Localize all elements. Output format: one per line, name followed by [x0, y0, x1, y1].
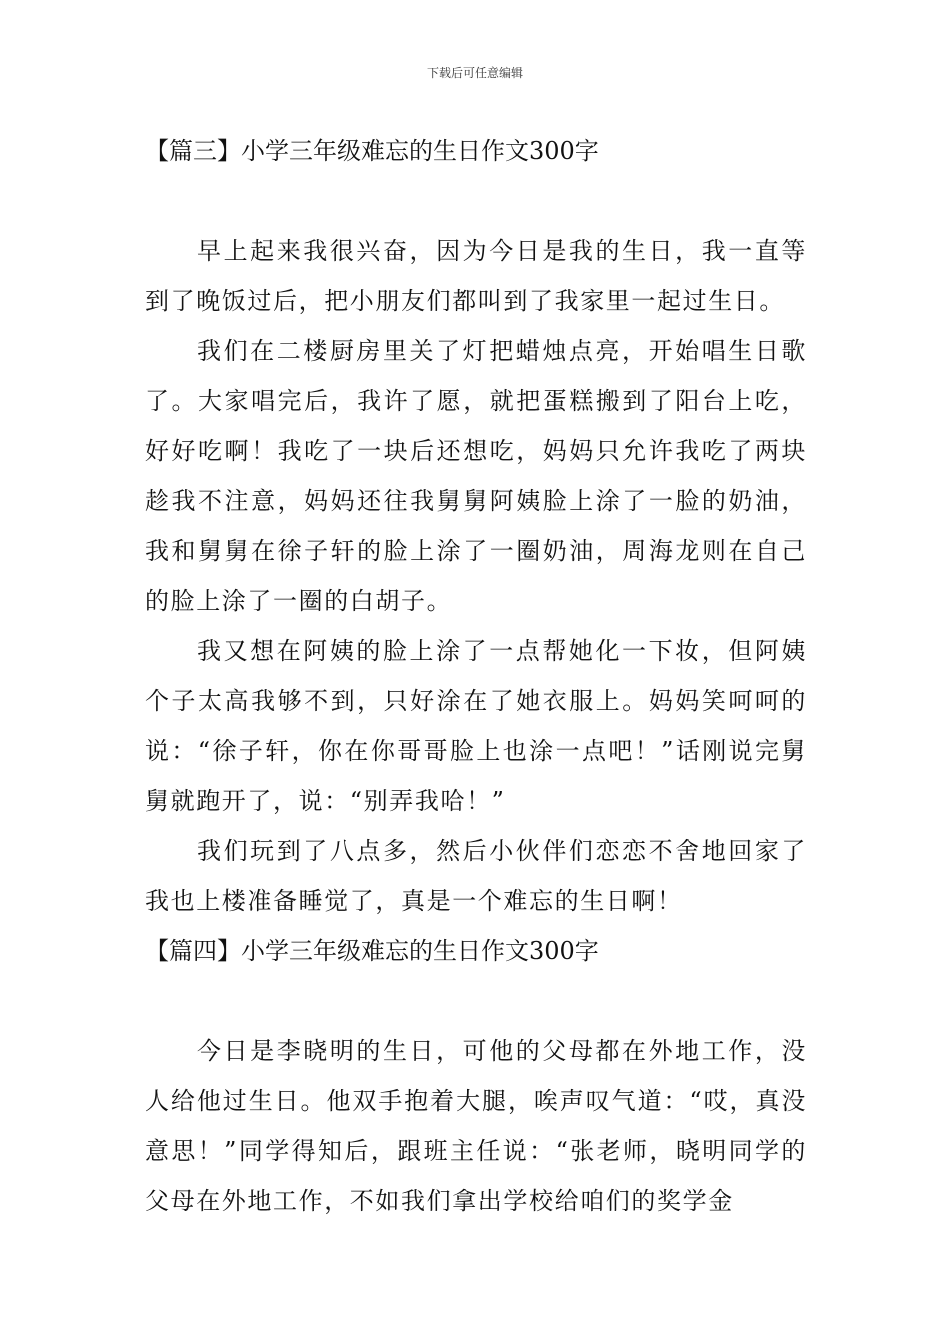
paragraph: 我们在二楼厨房里关了灯把蜡烛点亮，开始唱生日歌了。大家唱完后，我许了愿，就把蛋糕搬到了阳台上吃，好好吃啊！我吃了一块后还想吃，妈妈只允许我吃了两块趁我不注意，妈妈还往我舅舅阿姨脸上涂了一脸的奶油，我和舅舅在徐子轩的脸上涂了一圈奶油，周海龙则在自己的脸上涂了一圈的白胡子。 [145, 337, 807, 615]
section-title-3: 【篇三】小学三年级难忘的生日作文300字 [145, 137, 599, 165]
paragraph: 今日是李晓明的生日，可他的父母都在外地工作，没人给他过生日。他双手抱着大腿，唉声叹气道：“哎，真没意思！”同学得知后，跟班主任说：“张老师，晓明同学的父母在外地工作，不如我们拿出学校给咱们的奖学金 [145, 1037, 807, 1215]
paragraph: 我又想在阿姨的脸上涂了一点帮她化一下妆，但阿姨个子太高我够不到，只好涂在了她衣服上。妈妈笑呵呵的说：“徐子轩，你在你哥哥脸上也涂一点吧！”话刚说完舅舅就跑开了，说：“别弄我哈！” [145, 637, 807, 815]
title-spacer [145, 176, 807, 226]
paragraph: 我们玩到了八点多，然后小伙伴们恋恋不舍地回家了我也上楼准备睡觉了，真是一个难忘的生日啊！ [145, 837, 807, 915]
paragraph: 早上起来我很兴奋，因为今日是我的生日，我一直等到了晚饭过后，把小朋友们都叫到了我家里一起过生日。 [145, 237, 807, 315]
title-spacer [145, 976, 807, 1026]
header-note: 下载后可任意编辑 [426, 66, 523, 80]
document-body [145, 126, 807, 1226]
section-title-4: 【篇四】小学三年级难忘的生日作文300字 [145, 937, 599, 965]
